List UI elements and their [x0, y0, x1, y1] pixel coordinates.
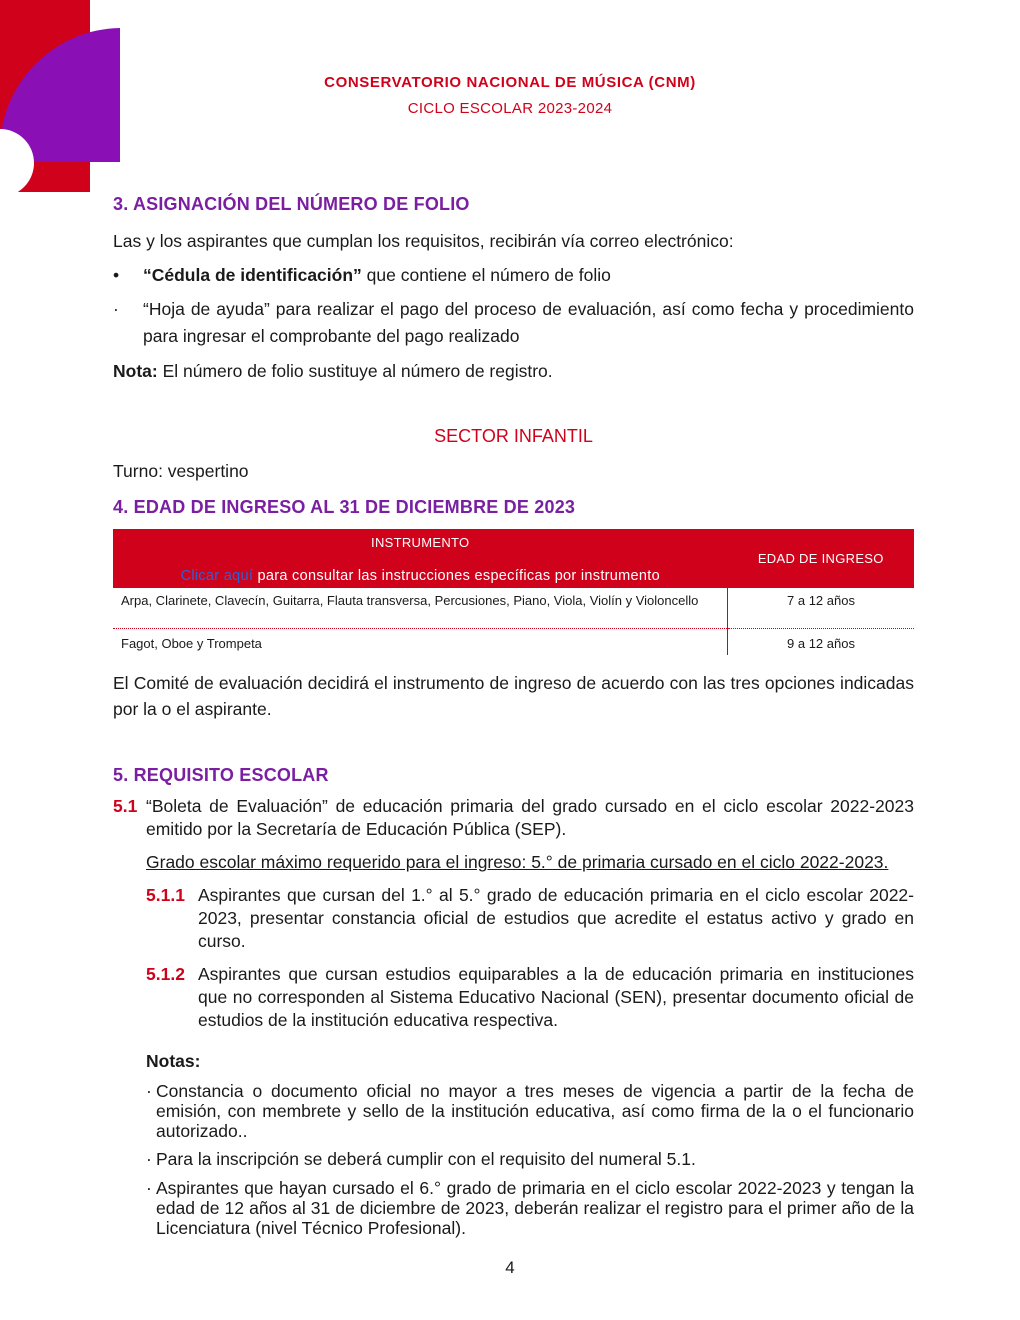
- nota-item: [146, 1081, 914, 1141]
- instrument-subheader: [113, 564, 728, 588]
- bullet-mark: ·: [113, 299, 119, 319]
- section-3-intro: Las y los aspirantes que cumplan los requisitos, recibirán vía correo electrónico:: [113, 231, 734, 251]
- item-5-1: [113, 795, 914, 841]
- sector-title: SECTOR INFANTIL: [434, 426, 593, 446]
- institution-name: CONSERVATORIO NACIONAL DE MÚSICA (CNM): [324, 74, 696, 91]
- clicar-aqui-link[interactable]: Clicar aquí: [180, 568, 254, 584]
- instrument-subheader-text: para consultar las instrucciones específicas por instrumento: [253, 568, 660, 584]
- nota-text: Aspirantes que hayan cursado el 6.° grado de primaria en el ciclo escolar 2022-2023 y tengan la edad de 12 años al 31 de diciembre de 2023, deberán realizar el registro para el primer año de la Licenciatura (nivel Técnico Profesional).: [156, 1178, 914, 1238]
- turno-text: Turno: vespertino: [113, 461, 249, 481]
- instruments-cell: Fagot, Oboe y Trompeta: [121, 636, 262, 651]
- item-number: 5.1.2: [146, 964, 185, 984]
- nota-item: [146, 1149, 914, 1169]
- section-3-title: 3. ASIGNACIÓN DEL NÚMERO DE FOLIO: [113, 194, 470, 214]
- item-text: Aspirantes que cursan del 1.° al 5.° grado de educación primaria en el ciclo escolar 2022-2023, presentar constancia oficial de estudios que acredite el estatus activo y grado en curso.: [198, 885, 914, 951]
- notas-block: [146, 1049, 914, 1238]
- cedula-rest: que contiene el número de folio: [361, 265, 611, 285]
- notas-label: Notas:: [146, 1051, 201, 1071]
- item-number: 5.1: [113, 796, 138, 816]
- item-5-1-1: [146, 884, 914, 953]
- bullet-mark: ·: [146, 1081, 152, 1101]
- nota-text: Constancia o documento oficial no mayor a tres meses de vigencia a partir de la fecha de emisión, con membrete y sello de la institución educativa, así como firma de la o el funcionario autorizado..: [156, 1081, 914, 1141]
- grado-maximo: Grado escolar máximo requerido para el ingreso: 5.° de primaria cursado en el ciclo 2022-2023.: [146, 852, 889, 872]
- cedula-bold: “Cédula de identificación”: [143, 265, 362, 285]
- bullet-cedula: [113, 263, 914, 287]
- bullet-hoja-ayuda: [113, 296, 914, 350]
- section-4-after: El Comité de evaluación decidirá el instrumento de ingreso de acuerdo con las tres opciones indicadas por la o el aspirante.: [113, 673, 914, 719]
- bullet-mark: ·: [146, 1149, 152, 1169]
- header-age: EDAD DE INGRESO: [728, 529, 915, 588]
- bullet-mark: •: [113, 265, 120, 285]
- nota-item: [146, 1178, 914, 1238]
- bullet-mark: ·: [146, 1178, 152, 1198]
- table-row: [113, 588, 914, 629]
- document-body: [113, 192, 914, 1238]
- section-4-title: 4. EDAD DE INGRESO AL 31 DE DICIEMBRE DE 2023: [113, 497, 576, 517]
- age-cell: 9 a 12 años: [728, 629, 915, 656]
- document-header: [0, 74, 1020, 117]
- item-5-1-2: [146, 963, 914, 1032]
- section-3-note: [113, 359, 914, 383]
- nota-text: Para la inscripción se deberá cumplir con el requisito del numeral 5.1.: [156, 1149, 696, 1169]
- school-cycle: CICLO ESCOLAR 2023-2024: [407, 100, 613, 117]
- page-number: 4: [505, 1258, 515, 1277]
- note-label: Nota:: [113, 361, 158, 381]
- hoja-ayuda-text: “Hoja de ayuda” para realizar el pago del proceso de evaluación, así como fecha y procedimiento para ingresar el comprobante del pago realizado: [143, 299, 914, 346]
- item-text: Aspirantes que cursan estudios equiparables a la de educación primaria en instituciones que no corresponden al Sistema Educativo Nacional (SEN), presentar documento oficial de estudios de la institución educativa respectiva.: [198, 964, 914, 1030]
- age-table: [113, 529, 914, 655]
- section-5-title: 5. REQUISITO ESCOLAR: [113, 765, 329, 785]
- age-cell: 7 a 12 años: [728, 588, 915, 629]
- instruments-cell: Arpa, Clarinete, Clavecín, Guitarra, Flauta transversa, Percusiones, Piano, Viola, Violín y Violoncello: [113, 588, 728, 629]
- table-header-row: [113, 529, 914, 588]
- instrument-header-label: INSTRUMENTO: [371, 535, 470, 550]
- item-text: “Boleta de Evaluación” de educación primaria del grado cursado en el ciclo escolar 2022-2023 emitido por la Secretaría de Educación Pública (SEP).: [146, 796, 914, 839]
- note-text: El número de folio sustituye al número de registro.: [157, 361, 553, 381]
- header-instrument: [113, 529, 728, 588]
- item-number: 5.1.1: [146, 885, 185, 905]
- table-row: [113, 629, 914, 656]
